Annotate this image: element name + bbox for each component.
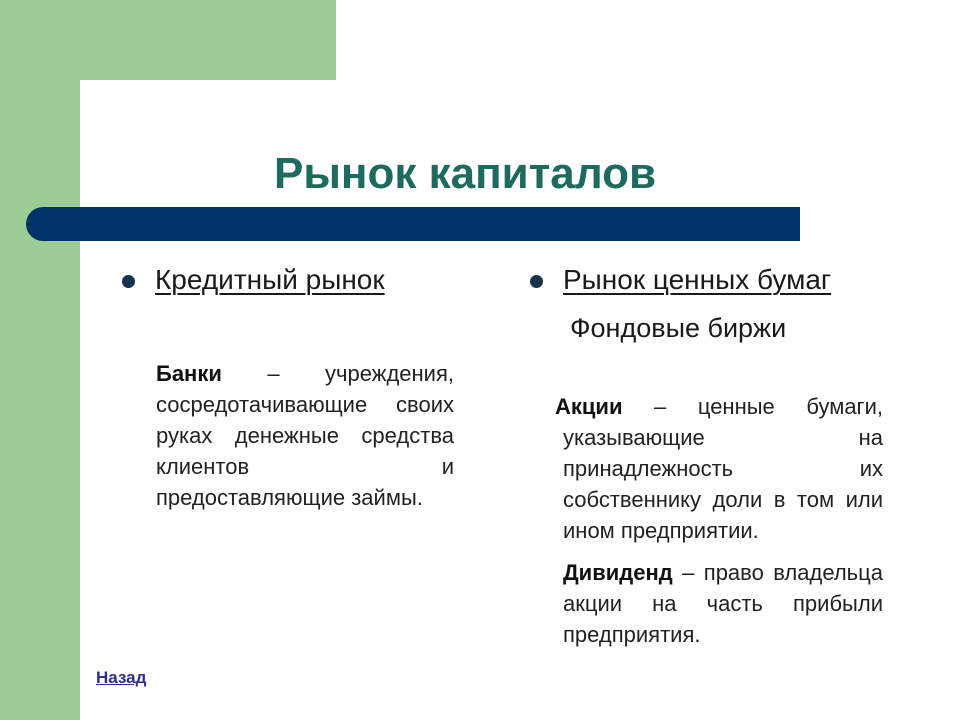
- bullet-icon: [530, 275, 543, 288]
- securities-market-heading: Рынок ценных бумаг: [563, 264, 832, 295]
- shares-term: Акции: [555, 394, 623, 419]
- bullet-icon: [122, 275, 135, 288]
- banks-term: Банки: [156, 361, 222, 386]
- dividend-term: Дивиденд: [563, 560, 673, 585]
- dividend-definition: [563, 557, 883, 650]
- back-link[interactable]: Назад: [96, 668, 147, 687]
- shares-definition-text: – ценные бумаги, указывающие на принадлежность их собственнику доли в том или ином предприятии.: [563, 394, 883, 543]
- banks-definition: [156, 358, 454, 513]
- title-underline-bar: [26, 207, 800, 241]
- dividend-definition-text: – право владельца акции на часть прибыли предприятия.: [563, 560, 883, 647]
- green-accent-top: [0, 0, 336, 80]
- slide-title: Рынок капиталов: [273, 149, 657, 198]
- credit-market-heading: Кредитный рынок: [155, 264, 385, 295]
- shares-definition: [555, 391, 883, 546]
- banks-definition-text: – учреждения, сосредотачивающие своих руках денежные средства клиентов и предоставляющие займы.: [156, 361, 454, 510]
- green-accent-left: [0, 0, 80, 720]
- stock-exchanges-subheading: Фондовые биржи: [570, 313, 787, 343]
